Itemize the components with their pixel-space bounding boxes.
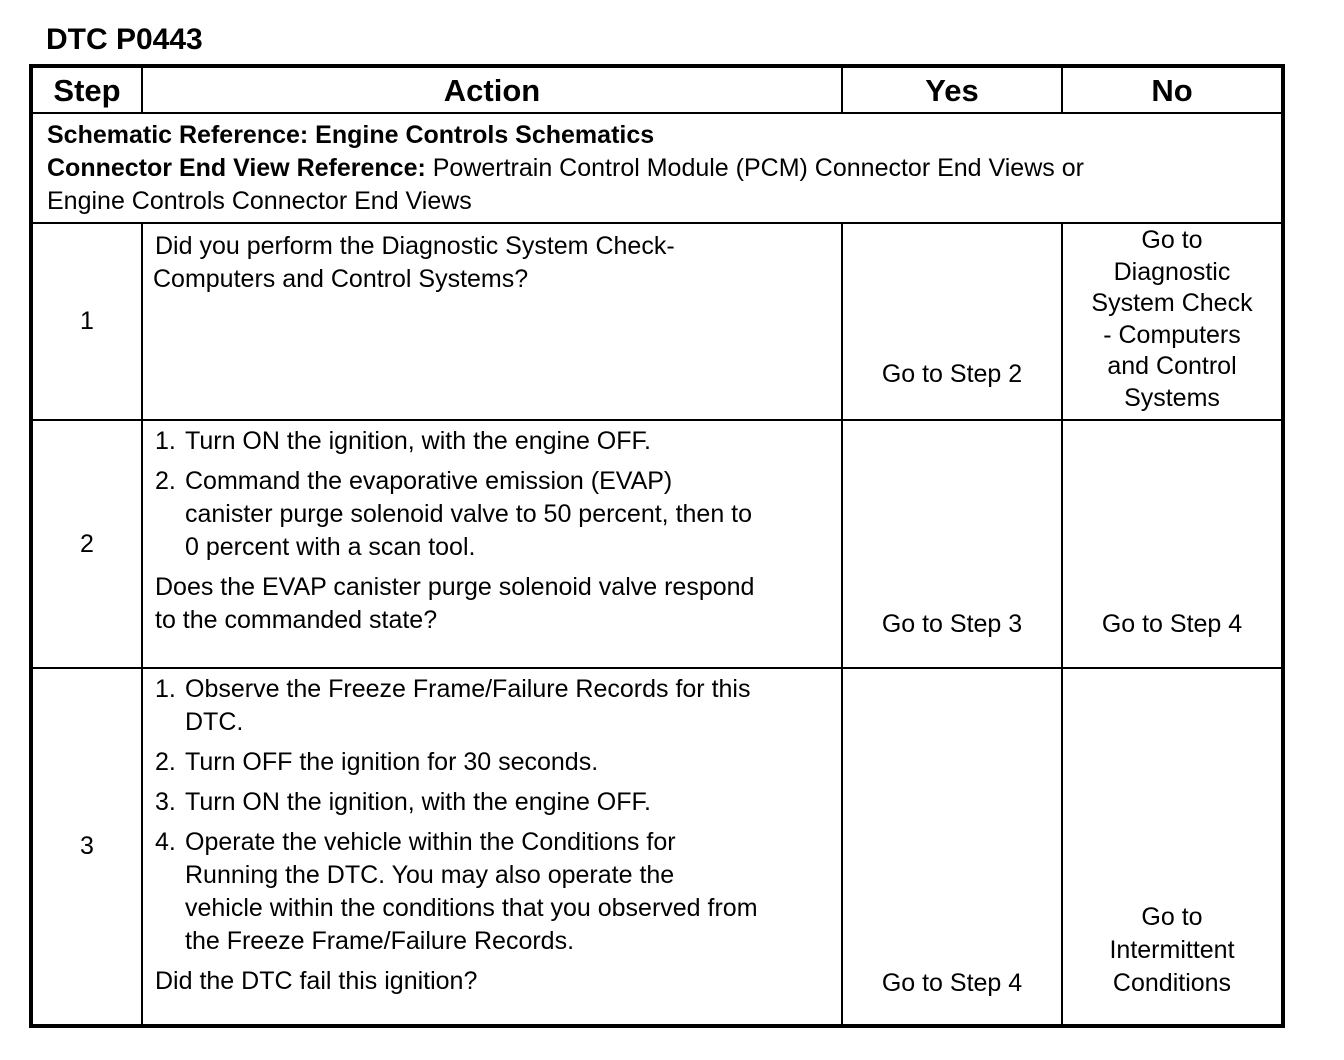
step-item-line: Turn OFF the ignition for 30 seconds. (185, 748, 599, 776)
step-item-line: canister purge solenoid valve to 50 percent, then to (185, 500, 753, 528)
step-item-number: 2. (155, 467, 176, 495)
connector-reference-text-2: Engine Controls Connector End Views (47, 187, 472, 215)
step-item-line: vehicle within the conditions that you observed from (185, 894, 758, 922)
action-step (155, 425, 829, 458)
no-cell: Go to Step 4 (1062, 420, 1283, 668)
step-item-line: Turn ON the ignition, with the engine OFF. (185, 427, 651, 455)
step-item-line: Observe the Freeze Frame/Failure Records for this (185, 675, 751, 703)
no-line: and Control (1107, 352, 1237, 380)
step-item-line: Command the evaporative emission (EVAP) (185, 467, 673, 495)
action-steps (155, 673, 829, 958)
action-step (155, 465, 829, 564)
table-row (31, 420, 1283, 668)
action-step (155, 746, 829, 779)
no-line: Systems (1124, 383, 1220, 412)
no-line: Diagnostic (1113, 257, 1231, 286)
header-yes: Yes (842, 66, 1062, 113)
no-line: - Computers (1103, 320, 1241, 349)
table-row (31, 668, 1283, 1026)
action-step (155, 826, 829, 958)
action-step (155, 673, 829, 739)
action-question-line: Does the EVAP canister purge solenoid valve respond (155, 573, 755, 601)
reference-cell (31, 113, 1283, 223)
header-action: Action (142, 66, 842, 113)
no-line: Conditions (1112, 969, 1232, 997)
step-item-number: 4. (155, 828, 176, 856)
step-item-line: Turn ON the ignition, with the engine OFF. (185, 788, 651, 816)
table-row (31, 223, 1283, 420)
header-no: No (1062, 66, 1283, 113)
action-question-line: to the commanded state? (155, 606, 438, 634)
yes-cell: Go to Step 3 (842, 420, 1062, 668)
step-number: 3 (31, 668, 142, 1026)
action-line: Did you perform the Diagnostic System Check- (155, 232, 675, 260)
reference-row (31, 113, 1283, 223)
no-line: Go to (1141, 226, 1203, 254)
step-item-number: 2. (155, 748, 176, 776)
step-item-number: 1. (155, 675, 176, 703)
step-item-line: DTC. (185, 708, 244, 736)
connector-reference-label: Connector End View Reference: (47, 154, 426, 182)
step-number: 1 (31, 223, 142, 420)
step-item-line: Operate the vehicle within the Conditions for (185, 828, 676, 856)
step-item-line: 0 percent with a scan tool. (185, 533, 476, 561)
no-cell (1062, 668, 1283, 1026)
header-row (31, 66, 1283, 113)
step-item-line: Running the DTC. You may also operate the (185, 861, 675, 889)
no-line: Go to (1141, 903, 1203, 931)
step-item-line: the Freeze Frame/Failure Records. (185, 927, 575, 955)
step-number: 2 (31, 420, 142, 668)
yes-cell: Go to Step 4 (842, 668, 1062, 1026)
connector-reference-text-1: Powertrain Control Module (PCM) Connector End Views or (425, 154, 1084, 182)
action-step (155, 786, 829, 819)
action-question-line: Did the DTC fail this ignition? (155, 967, 478, 995)
header-step: Step (31, 66, 142, 113)
no-line: Intermittent (1109, 936, 1235, 964)
action-cell (142, 668, 842, 1026)
action-steps (155, 425, 829, 564)
connector-reference (47, 152, 1267, 185)
no-cell (1062, 223, 1283, 420)
schematic-reference: Schematic Reference: Engine Controls Schematics (47, 121, 655, 149)
action-cell (142, 223, 842, 420)
page-title: DTC P0443 (46, 23, 203, 56)
action-cell (142, 420, 842, 668)
no-line: System Check (1091, 289, 1253, 317)
step-item-number: 1. (155, 427, 176, 455)
step-item-number: 3. (155, 788, 176, 816)
yes-cell: Go to Step 2 (842, 223, 1062, 420)
diagnostic-table (29, 64, 1285, 1028)
action-line: Computers and Control Systems? (153, 265, 529, 293)
